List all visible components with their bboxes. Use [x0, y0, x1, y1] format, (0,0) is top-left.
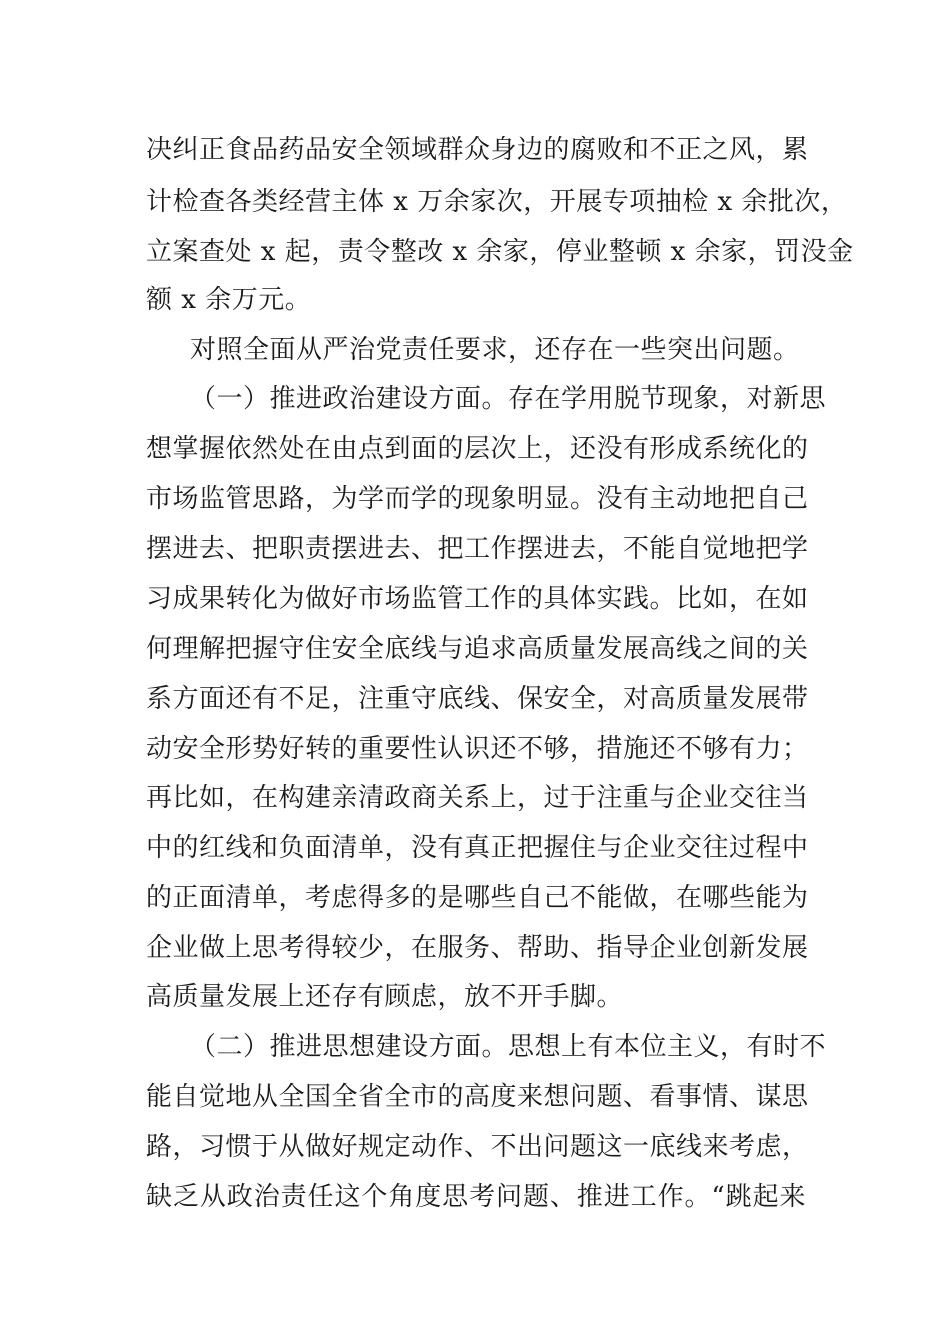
text-line: 缺乏从政治责任这个角度思考问题、推进工作。“跳起来 — [146, 1182, 806, 1212]
text-line: 企业做上思考得较少，在服务、帮助、指导企业创新发展 — [146, 933, 809, 963]
text-line: 动安全形势好转的重要性认识还不够，措施还不够有力； — [146, 734, 809, 764]
text-line: 市场监管思路，为学而学的现象明显。没有主动地把自己 — [146, 484, 809, 514]
text-line: 再比如，在构建亲清政商关系上，过于注重与企业交往当 — [146, 783, 809, 813]
text-line: 何理解把握守住安全底线与追求高质量发展高线之间的关 — [146, 634, 809, 664]
text-line: 高质量发展上还存有顾虑，放不开手脚。 — [146, 982, 624, 1012]
text-line: 习成果转化为做好市场监管工作的具体实践。比如，在如 — [146, 584, 809, 614]
text-line: 额 x 余万元。 — [146, 285, 312, 315]
text-line: 计检查各类经营主体 x 万余家次，开展专项抽检 x 余批次， — [146, 187, 848, 217]
paragraph-intro: 对照全面从严治党责任要求，还存在一些突出问题。 — [190, 335, 800, 365]
section-heading-ideological: （二）推进思想建设方面。思想上有本位主义，有时不 — [190, 1032, 827, 1062]
text-line: 立案查处 x 起，责令整改 x 余家，停业整顿 x 余家，罚没金 — [146, 237, 854, 267]
text-line: 能自觉地从全国全省全市的高度来想问题、看事情、谋思 — [146, 1082, 809, 1112]
text-line: 决纠正食品药品安全领域群众身边的腐败和不正之风，累 — [146, 135, 809, 165]
text-line: 系方面还有不足，注重守底线、保安全，对高质量发展带 — [146, 684, 809, 714]
text-line: 路，习惯于从做好规定动作、不出问题这一底线来考虑， — [146, 1132, 809, 1162]
section-heading-political: （一）推进政治建设方面。存在学用脱节现象，对新思 — [190, 384, 827, 414]
text-line: 中的红线和负面清单，没有真正把握住与企业交往过程中 — [146, 833, 809, 863]
text-line: 的正面清单，考虑得多的是哪些自己不能做，在哪些能为 — [146, 883, 809, 913]
text-line: 想掌握依然处在由点到面的层次上，还没有形成系统化的 — [146, 434, 809, 464]
text-line: 摆进去、把职责摆进去、把工作摆进去，不能自觉地把学 — [146, 534, 809, 564]
